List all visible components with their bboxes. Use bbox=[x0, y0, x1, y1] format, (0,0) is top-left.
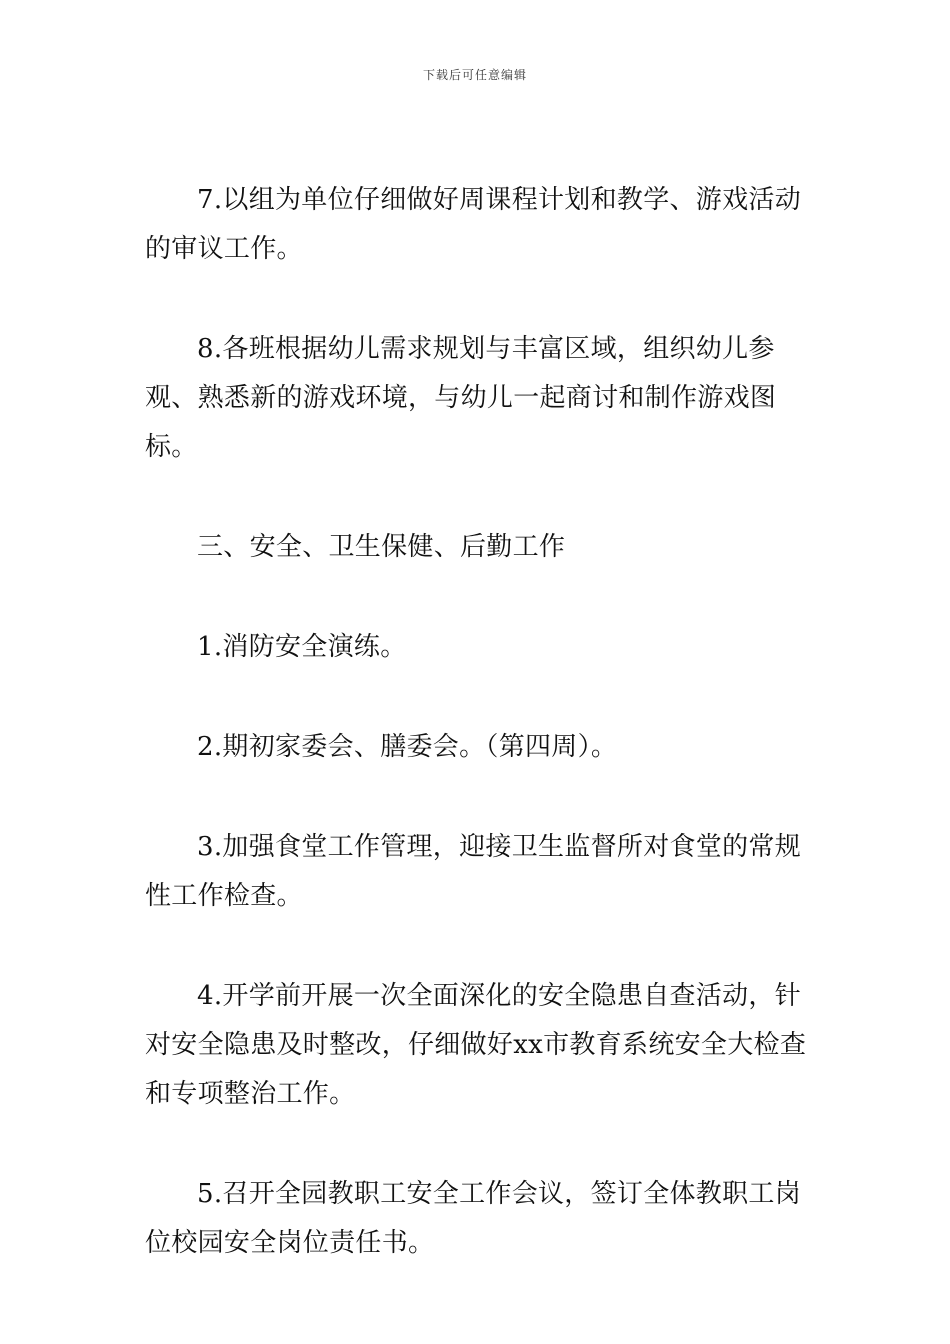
paragraph-item-1: 1.消防安全演练。 bbox=[197, 632, 407, 662]
paragraph-item-4: 4.开学前开展一次全面深化的安全隐患自查活动，针对安全隐患及时整改，仔细做好xx市教育系统安全大检查和专项整治工作。 bbox=[145, 981, 807, 1109]
header-note: 下载后可任意编辑 bbox=[422, 68, 527, 82]
paragraph-item-3: 3.加强食堂工作管理，迎接卫生监督所对食堂的常规性工作检查。 bbox=[145, 832, 802, 911]
paragraph-item-7: 7.以组为单位仔细做好周课程计划和教学、游戏活动的审议工作。 bbox=[145, 185, 802, 264]
section-heading-safety: 三、安全、卫生保健、后勤工作 bbox=[197, 532, 566, 562]
paragraph-item-8: 8.各班根据幼儿需求规划与丰富区域，组织幼儿参观、熟悉新的游戏环境，与幼儿一起商讨和制作游戏图标。 bbox=[145, 334, 777, 462]
paragraph-item-2: 2.期初家委会、膳委会。（第四周）。 bbox=[197, 732, 618, 762]
document-body bbox=[145, 176, 810, 1319]
paragraph-item-5: 5.召开全园教职工安全工作会议，签订全体教职工岗位校园安全岗位责任书。 bbox=[145, 1179, 802, 1258]
